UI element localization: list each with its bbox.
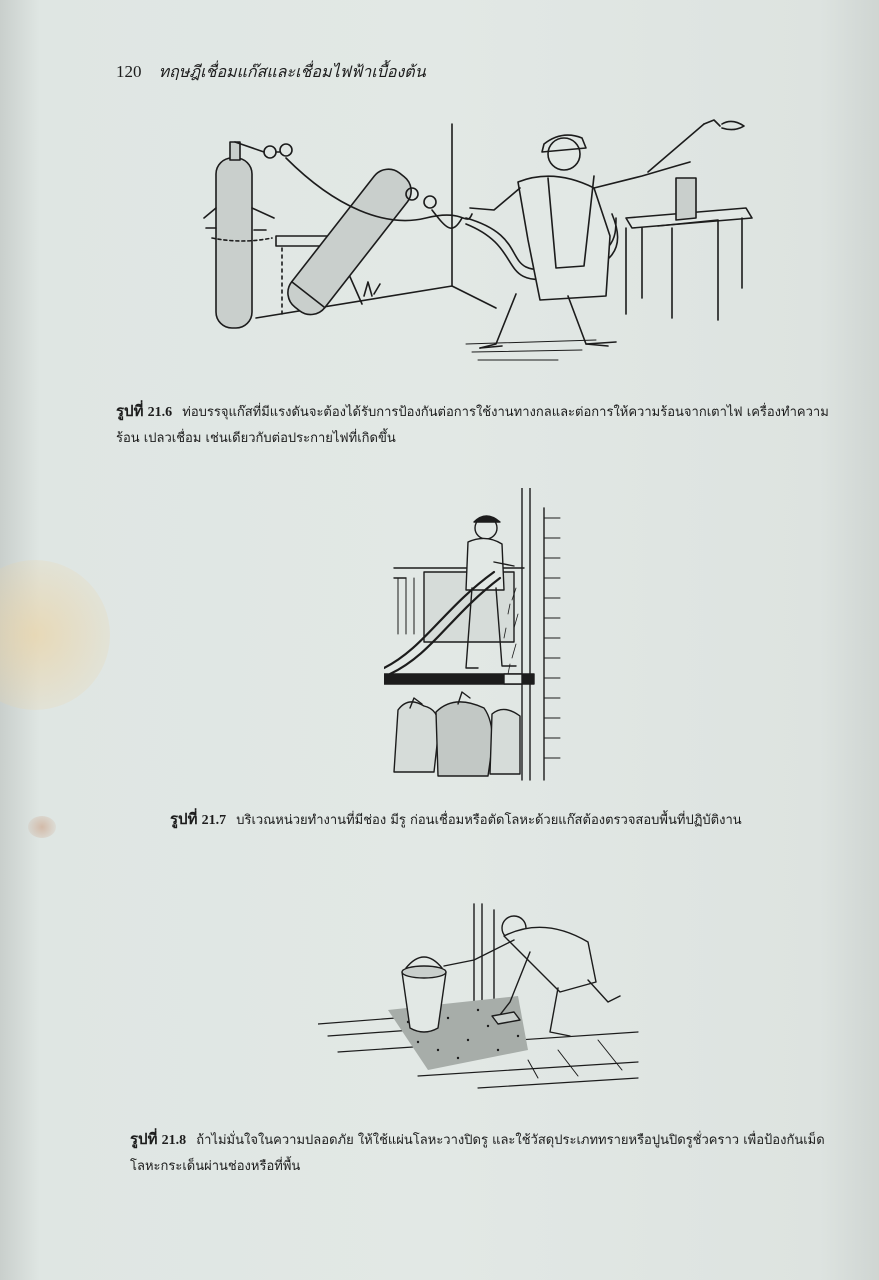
figure-21-7-illustration [384,488,564,784]
page-header [116,60,426,85]
figure-number: 21.6 [147,405,173,420]
figure-21-8-illustration [318,900,644,1096]
figure-caption-text: ท่อบรรจุแก๊สที่มีแรงดันจะต้องได้รับการป้องกันต่อการใช้งานทางกลและต่อการให้ความร้อนจากเตาไฟ เครื่องทำความร้อน เปลวเชื่อม เช่นเดียวกับต่อประกายไฟที่เกิดขึ้น [116,405,829,446]
figure-21-7-caption [170,806,830,834]
figure-caption-text: บริเวณหน่วยทำงานที่มีช่อง มีรู ก่อนเชื่อมหรือตัดโลหะด้วยแก๊สต้องตรวจสอบพื้นที่ปฏิบัติงาน [236,813,742,828]
figure-number: 21.7 [201,813,227,828]
figure-number: 21.8 [161,1133,187,1148]
figure-label: รูปที่ [170,810,198,828]
figure-21-8-caption [130,1126,842,1180]
figure-label: รูปที่ [116,402,144,420]
running-title: ทฤษฎีเชื่อมแก๊สและเชื่อมไฟฟ้าเบื้องต้น [158,62,426,81]
paper-stain [28,816,56,838]
page-number: 120 [116,62,142,81]
figure-label: รูปที่ [130,1130,158,1148]
figure-21-6-illustration [196,118,756,368]
paper-stain [0,560,110,710]
figure-21-6-caption [116,398,834,452]
figure-caption-text: ถ้าไม่มั่นใจในความปลอดภัย ให้ใช้แผ่นโลหะวางปิดรู และใช้วัสดุประเภททรายหรือปูนปิดรูชั่วคราว เพื่อป้องกันเม็ดโลหะกระเด็นผ่านช่องหรือที่พื้น [130,1133,825,1174]
